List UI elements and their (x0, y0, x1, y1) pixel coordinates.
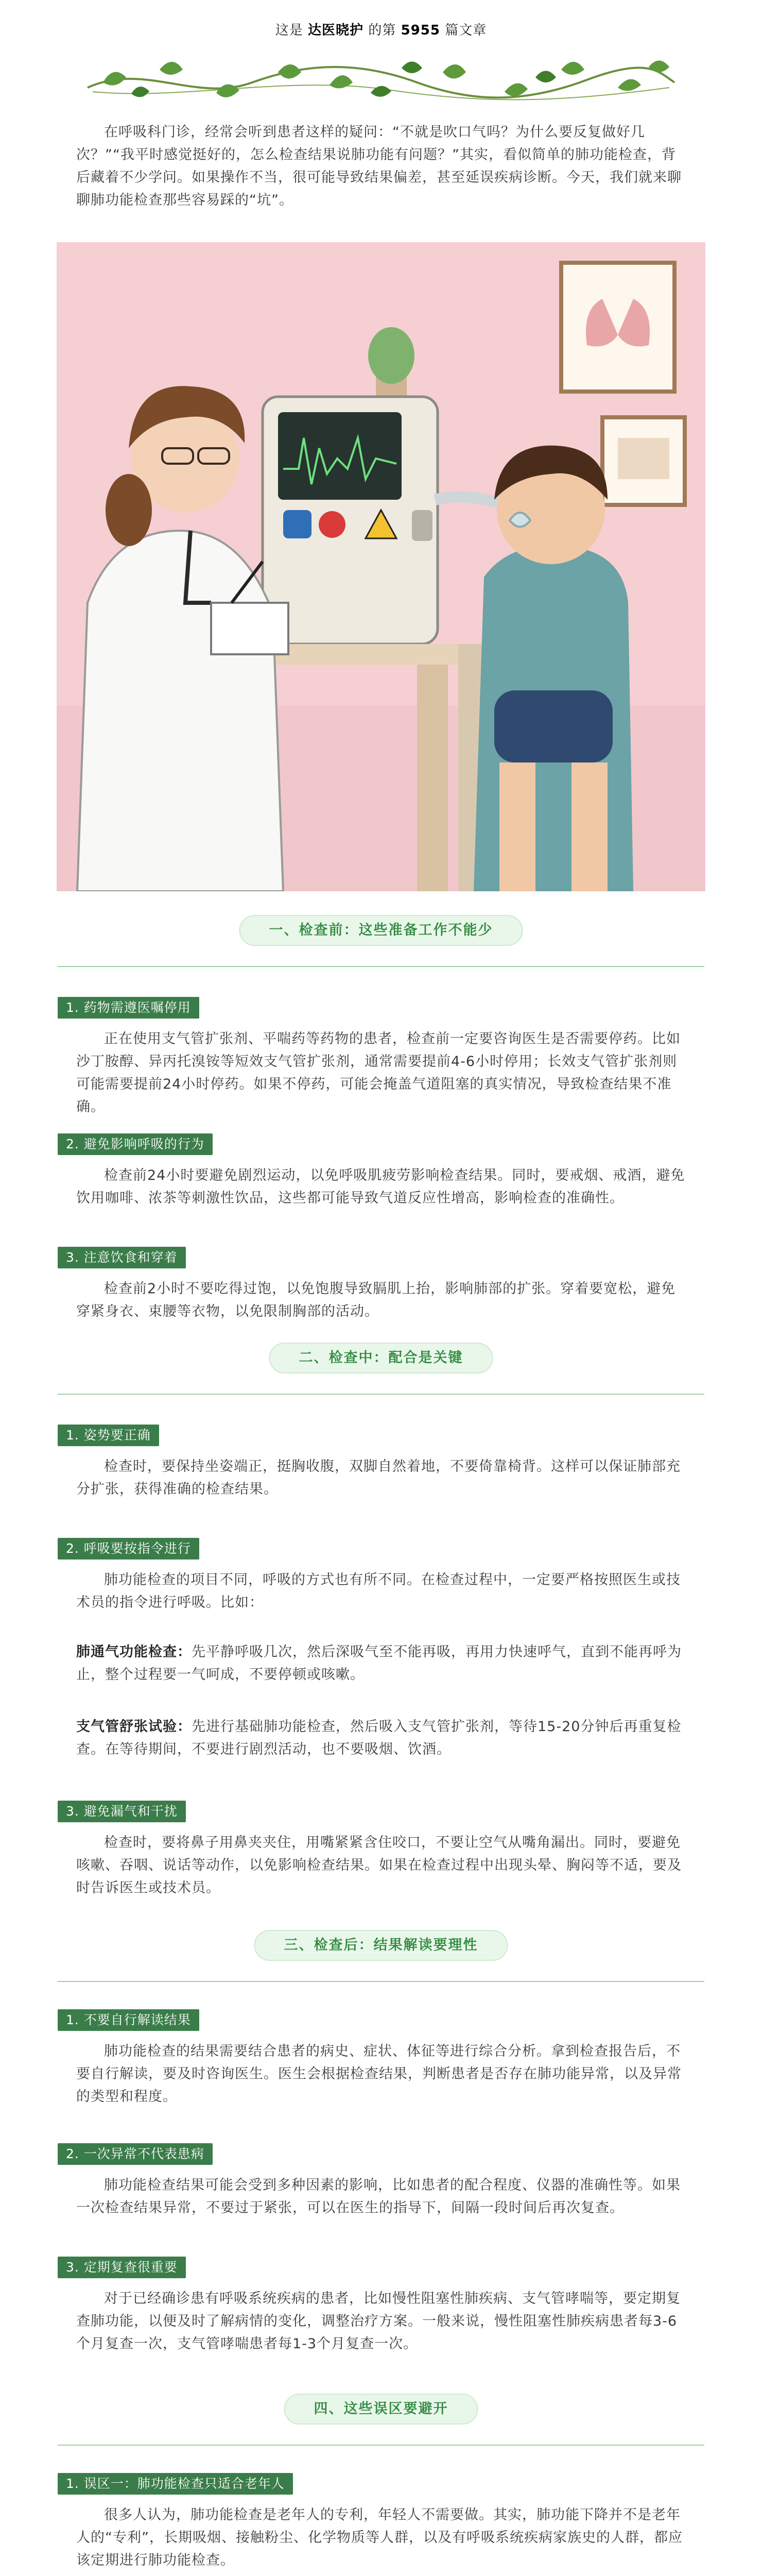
item-text: 正在使用支气管扩张剂、平喘药等药物的患者，检查前一定要咨询医生是否需要停药。比如沙丁胺醇、异丙托溴铵等短效支气管扩张剂，通常需要提前4-6小时停用；长效支气管扩张剂则可能需要提前24小时停药。如果不停药，可能会掩盖气道阻塞的真实情况，导致检查结果不准确。 (76, 1031, 681, 1115)
item-text: 肺功能检查的项目不同，呼吸的方式也有所不同。在检查过程中，一定要严格按照医生或技术员的指令进行呼吸。比如： (76, 1572, 681, 1611)
section-title: 四、这些误区要避开 (284, 2394, 478, 2425)
illustration (57, 242, 705, 891)
article-count-line (0, 20, 762, 39)
brand-name[interactable]: 达医晓护 (308, 23, 364, 38)
count-middle: 的第 (368, 23, 396, 38)
pulmonary-test-illustration-icon (57, 242, 705, 891)
divider (58, 1394, 704, 1395)
count-suffix: 篇文章 (445, 23, 487, 38)
item-tag: 2. 避免影响呼吸的行为 (58, 1133, 213, 1155)
article-number: 5955 (401, 23, 440, 38)
item-tag: 1. 误区一：肺功能检查只适合老年人 (58, 2473, 293, 2495)
item-text: 肺功能检查的结果需要结合患者的病史、症状、体征等进行综合分析。拿到检查报告后，不要自行解读，要及时咨询医生。医生会根据检查结果，判断患者是否存在肺功能异常，以及异常的类型和程度。 (76, 2043, 682, 2105)
section-title: 一、检查前：这些准备工作不能少 (239, 915, 523, 946)
item-text: 肺功能检查结果可能会受到多种因素的影响，比如患者的配合程度、仪器的准确性等。如果一次检查结果异常，不要过于紧张，可以在医生的指导下，间隔一段时间后再次复查。 (76, 2177, 681, 2216)
count-prefix: 这是 (275, 23, 303, 38)
item-text: 检查前2小时不要吃得过饱，以免饱腹导致膈肌上抬，影响肺部的扩张。穿着要宽松，避免穿紧身衣、束腰等衣物，以免限制胸部的活动。 (76, 1281, 676, 1319)
vine-decoration-icon (82, 52, 680, 108)
sub-item-bold: 肺通气功能检查： (76, 1644, 192, 1660)
item-tag: 3. 避免漏气和干扰 (58, 1801, 186, 1822)
item-tag: 1. 姿势要正确 (58, 1425, 159, 1446)
item-text: 对于已经确诊患有呼吸系统疾病的患者，比如慢性阻塞性肺疾病、支气管哮喘等，要定期复查肺功能，以便及时了解病情的变化，调整治疗方案。一般来说，慢性阻塞性肺疾病患者每3-6个月复查一次，支气管哮喘患者每1-3个月复查一次。 (76, 2291, 681, 2352)
item-text: 检查时，要将鼻子用鼻夹夹住，用嘴紧紧含住咬口，不要让空气从嘴角漏出。同时，要避免咳嗽、吞咽、说话等动作，以免影响检查结果。如果在检查过程中出现头晕、胸闷等不适，要及时告诉医生或技术员。 (76, 1835, 682, 1896)
item-tag: 3. 注意饮食和穿着 (58, 1247, 186, 1268)
sub-item (76, 1716, 686, 1761)
section-title: 三、检查后：结果解读要理性 (254, 1930, 508, 1961)
item-tag: 2. 一次异常不代表患病 (58, 2143, 213, 2165)
section-heading-1 (0, 912, 762, 953)
sub-item-text: 先进行基础肺功能检查，然后吸入支气管扩张剂，等待15-20分钟后再重复检查。在等待期间，不要进行剧烈活动，也不要吸烟、饮酒。 (76, 1719, 682, 1757)
section-title: 二、检查中：配合是关键 (269, 1343, 493, 1374)
item-tag: 1. 不要自行解读结果 (58, 2009, 199, 2031)
sub-item-bold: 支气管舒张试验： (76, 1719, 192, 1735)
item-text: 检查时，要保持坐姿端正，挺胸收腹，双脚自然着地，不要倚靠椅背。这样可以保证肺部充分扩张，获得准确的检查结果。 (76, 1459, 681, 1497)
item-tag: 1. 药物需遵医嘱停用 (58, 997, 199, 1019)
intro-paragraph: 在呼吸科门诊，经常会听到患者这样的疑问：“不就是吹口气吗？为什么要反复做好几次？”“我平时感觉挺好的，怎么检查结果说肺功能有问题？”其实，看似简单的肺功能检查，背后藏着不少学问。如果操作不当，很可能导致结果偏差，甚至延误疾病诊断。今天，我们就来聊聊肺功能检查那些容易踩的“坑”。 (76, 124, 682, 208)
sub-item (76, 1641, 686, 1686)
section-heading-4 (0, 2391, 762, 2432)
sub-item-text: 先平静呼吸几次，然后深吸气至不能再吸，再用力快速呼气，直到不能再呼为止，整个过程要一气呵成，不要停顿或咳嗽。 (76, 1644, 682, 1683)
divider (58, 966, 704, 967)
item-text: 很多人认为，肺功能检查是老年人的专利，年轻人不需要做。其实，肺功能下降并不是老年人的“专利”，长期吸烟、接触粉尘、化学物质等人群，以及有呼吸系统疾病家族史的人群，都应该定期进行肺功能检查。 (76, 2507, 683, 2568)
divider (58, 1981, 704, 1982)
divider (58, 2445, 704, 2446)
item-tag: 3. 定期复查很重要 (58, 2257, 186, 2278)
item-text: 检查前24小时要避免剧烈运动，以免呼吸肌疲劳影响检查结果。同时，要戒烟、戒酒，避免饮用咖啡、浓茶等刺激性饮品，这些都可能导致气道反应性增高，影响检查的准确性。 (76, 1167, 685, 1206)
section-heading-2 (0, 1340, 762, 1381)
section-heading-3 (0, 1927, 762, 1968)
item-tag: 2. 呼吸要按指令进行 (58, 1538, 199, 1560)
